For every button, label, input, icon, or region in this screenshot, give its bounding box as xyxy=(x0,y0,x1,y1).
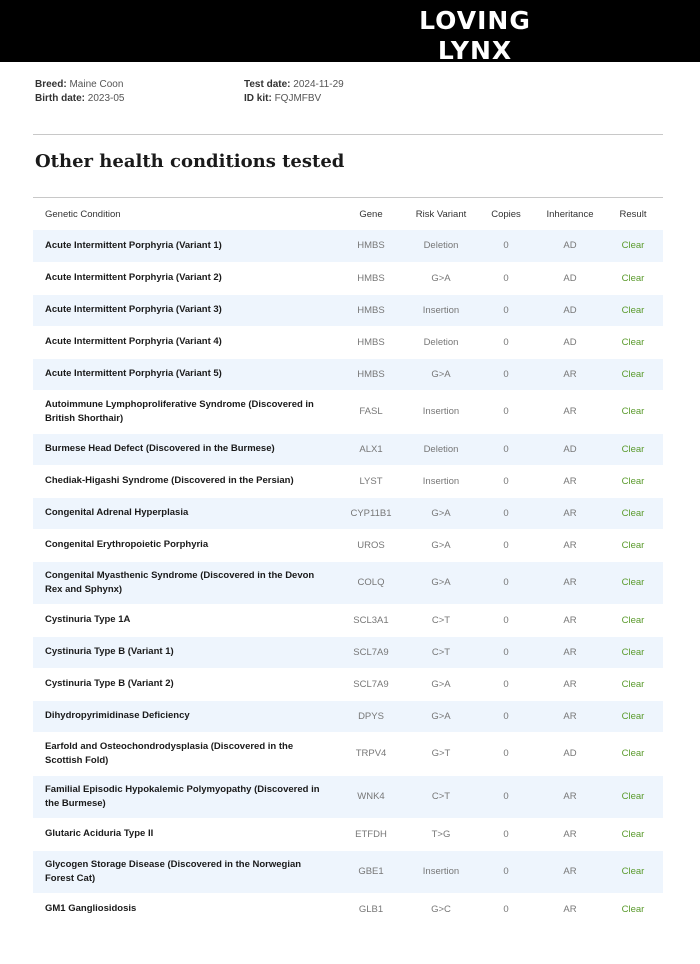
result-cell: Clear xyxy=(603,893,663,925)
risk-variant-cell: G>A xyxy=(407,497,475,529)
inheritance-cell: AR xyxy=(537,818,603,850)
condition-cell: Burmese Head Defect (Discovered in the Burmese) xyxy=(33,433,335,465)
table-row xyxy=(33,497,663,529)
condition-cell: Dihydropyrimidinase Deficiency xyxy=(33,700,335,732)
result-cell: Clear xyxy=(603,732,663,775)
inheritance-cell: AD xyxy=(537,230,603,262)
table-row xyxy=(33,700,663,732)
breed-line xyxy=(35,78,124,92)
risk-variant-cell: G>A xyxy=(407,700,475,732)
condition-cell: Congenital Myasthenic Syndrome (Discovered in the Devon Rex and Sphynx) xyxy=(33,561,335,604)
table-header-row xyxy=(33,198,663,230)
inheritance-cell: AR xyxy=(537,775,603,818)
gene-cell: COLQ xyxy=(335,561,407,604)
condition-cell: Familial Episodic Hypokalemic Polymyopathy (Discovered in the Burmese) xyxy=(33,775,335,818)
inheritance-cell: AD xyxy=(537,294,603,326)
risk-variant-cell: G>A xyxy=(407,668,475,700)
copies-cell: 0 xyxy=(475,230,537,262)
risk-variant-cell: G>A xyxy=(407,529,475,561)
copies-cell: 0 xyxy=(475,497,537,529)
result-cell: Clear xyxy=(603,433,663,465)
gene-cell: HMBS xyxy=(335,230,407,262)
risk-variant-cell: C>T xyxy=(407,775,475,818)
meta-right xyxy=(244,78,344,106)
risk-variant-cell: Insertion xyxy=(407,850,475,893)
health-conditions-table xyxy=(33,197,663,926)
table-row xyxy=(33,732,663,775)
table-row xyxy=(33,358,663,390)
condition-cell: Acute Intermittent Porphyria (Variant 1) xyxy=(33,230,335,262)
result-cell: Clear xyxy=(603,668,663,700)
risk-variant-cell: G>A xyxy=(407,358,475,390)
inheritance-cell: AR xyxy=(537,893,603,925)
inheritance-cell: AR xyxy=(537,668,603,700)
result-cell: Clear xyxy=(603,326,663,358)
result-cell: Clear xyxy=(603,497,663,529)
inheritance-cell: AR xyxy=(537,604,603,636)
risk-variant-cell: G>A xyxy=(407,561,475,604)
copies-cell: 0 xyxy=(475,262,537,294)
condition-cell: Acute Intermittent Porphyria (Variant 3) xyxy=(33,294,335,326)
header-condition: Genetic Condition xyxy=(45,208,121,220)
result-cell: Clear xyxy=(603,604,663,636)
condition-cell: Cystinuria Type 1A xyxy=(33,604,335,636)
inheritance-cell: AD xyxy=(537,433,603,465)
kit-id-value: FQJMFBV xyxy=(274,93,322,104)
table-row xyxy=(33,230,663,262)
condition-cell: GM1 Gangliosidosis xyxy=(33,893,335,925)
table-row xyxy=(33,893,663,925)
copies-cell: 0 xyxy=(475,668,537,700)
table-row xyxy=(33,850,663,893)
birth-label: Birth date: xyxy=(35,93,85,104)
gene-cell: FASL xyxy=(335,390,407,433)
gene-cell: GBE1 xyxy=(335,850,407,893)
copies-cell: 0 xyxy=(475,433,537,465)
condition-cell: Autoimmune Lymphoproliferative Syndrome (Discovered in British Shorthair) xyxy=(33,390,335,433)
inheritance-cell: AD xyxy=(537,326,603,358)
table-row xyxy=(33,465,663,497)
result-cell: Clear xyxy=(603,465,663,497)
test-date-line xyxy=(244,78,344,92)
risk-variant-cell: Insertion xyxy=(407,390,475,433)
birth-value: 2023-05 xyxy=(87,93,125,104)
result-cell: Clear xyxy=(603,561,663,604)
brand-title: LOVING LYNX xyxy=(419,6,531,65)
result-cell: Clear xyxy=(603,700,663,732)
gene-cell: HMBS xyxy=(335,358,407,390)
result-cell: Clear xyxy=(603,850,663,893)
gene-cell: SCL3A1 xyxy=(335,604,407,636)
table-row xyxy=(33,561,663,604)
condition-cell: Cystinuria Type B (Variant 1) xyxy=(33,636,335,668)
table-row xyxy=(33,390,663,433)
condition-cell: Acute Intermittent Porphyria (Variant 2) xyxy=(33,262,335,294)
inheritance-cell: AR xyxy=(537,850,603,893)
risk-variant-cell: Insertion xyxy=(407,294,475,326)
risk-variant-cell: C>T xyxy=(407,636,475,668)
condition-cell: Glycogen Storage Disease (Discovered in the Norwegian Forest Cat) xyxy=(33,850,335,893)
risk-variant-cell: G>A xyxy=(407,262,475,294)
condition-cell: Chediak-Higashi Syndrome (Discovered in the Persian) xyxy=(33,465,335,497)
result-cell: Clear xyxy=(603,294,663,326)
gene-cell: ETFDH xyxy=(335,818,407,850)
result-cell: Clear xyxy=(603,262,663,294)
condition-cell: Acute Intermittent Porphyria (Variant 4) xyxy=(33,326,335,358)
section-title: Other health conditions tested xyxy=(35,151,345,172)
header-risk-variant: Risk Variant xyxy=(415,208,467,220)
inheritance-cell: AR xyxy=(537,561,603,604)
risk-variant-cell: Insertion xyxy=(407,465,475,497)
copies-cell: 0 xyxy=(475,700,537,732)
result-cell: Clear xyxy=(603,529,663,561)
risk-variant-cell: Deletion xyxy=(407,433,475,465)
gene-cell: SCL7A9 xyxy=(335,636,407,668)
gene-cell: HMBS xyxy=(335,294,407,326)
breed-label: Breed: xyxy=(35,79,67,90)
inheritance-cell: AD xyxy=(537,732,603,775)
result-cell: Clear xyxy=(603,390,663,433)
gene-cell: ALX1 xyxy=(335,433,407,465)
gene-cell: HMBS xyxy=(335,326,407,358)
copies-cell: 0 xyxy=(475,390,537,433)
gene-cell: GLB1 xyxy=(335,893,407,925)
brand-logo xyxy=(378,6,572,85)
kit-id-line xyxy=(244,92,344,106)
table-row xyxy=(33,529,663,561)
copies-cell: 0 xyxy=(475,529,537,561)
table-row xyxy=(33,668,663,700)
test-date-label: Test date: xyxy=(244,79,291,90)
copies-cell: 0 xyxy=(475,775,537,818)
copies-cell: 0 xyxy=(475,326,537,358)
result-cell: Clear xyxy=(603,775,663,818)
header-gene: Gene xyxy=(359,208,383,220)
kit-id-label: ID kit: xyxy=(244,93,272,104)
table-row xyxy=(33,294,663,326)
inheritance-cell: AR xyxy=(537,529,603,561)
meta-left xyxy=(35,78,124,106)
inheritance-cell: AR xyxy=(537,358,603,390)
table-row xyxy=(33,636,663,668)
inheritance-cell: AD xyxy=(537,262,603,294)
table-row xyxy=(33,818,663,850)
gene-cell: SCL7A9 xyxy=(335,668,407,700)
condition-cell: Congenital Erythropoietic Porphyria xyxy=(33,529,335,561)
result-cell: Clear xyxy=(603,636,663,668)
condition-cell: Cystinuria Type B (Variant 2) xyxy=(33,668,335,700)
condition-cell: Earfold and Osteochondrodysplasia (Discovered in the Scottish Fold) xyxy=(33,732,335,775)
gene-cell: HMBS xyxy=(335,262,407,294)
inheritance-cell: AR xyxy=(537,636,603,668)
risk-variant-cell: C>T xyxy=(407,604,475,636)
header-result: Result xyxy=(619,208,647,220)
copies-cell: 0 xyxy=(475,465,537,497)
gene-cell: TRPV4 xyxy=(335,732,407,775)
copies-cell: 0 xyxy=(475,818,537,850)
table-body xyxy=(33,230,663,925)
result-cell: Clear xyxy=(603,358,663,390)
copies-cell: 0 xyxy=(475,561,537,604)
brand-subtitle: Maine Coons xyxy=(407,66,543,86)
copies-cell: 0 xyxy=(475,604,537,636)
condition-cell: Glutaric Aciduria Type II xyxy=(33,818,335,850)
copies-cell: 0 xyxy=(475,294,537,326)
inheritance-cell: AR xyxy=(537,497,603,529)
copies-cell: 0 xyxy=(475,358,537,390)
result-cell: Clear xyxy=(603,818,663,850)
table-row xyxy=(33,775,663,818)
risk-variant-cell: Deletion xyxy=(407,230,475,262)
table-row xyxy=(33,262,663,294)
copies-cell: 0 xyxy=(475,893,537,925)
condition-cell: Congenital Adrenal Hyperplasia xyxy=(33,497,335,529)
table-row xyxy=(33,433,663,465)
header-inheritance: Inheritance xyxy=(546,208,594,220)
header-copies: Copies xyxy=(491,208,521,220)
risk-variant-cell: Deletion xyxy=(407,326,475,358)
inheritance-cell: AR xyxy=(537,465,603,497)
test-date-value: 2024-11-29 xyxy=(293,79,344,90)
breed-value: Maine Coon xyxy=(69,79,124,90)
gene-cell: WNK4 xyxy=(335,775,407,818)
copies-cell: 0 xyxy=(475,850,537,893)
risk-variant-cell: G>T xyxy=(407,732,475,775)
risk-variant-cell: T>G xyxy=(407,818,475,850)
gene-cell: DPYS xyxy=(335,700,407,732)
risk-variant-cell: G>C xyxy=(407,893,475,925)
birth-line xyxy=(35,92,124,106)
inheritance-cell: AR xyxy=(537,700,603,732)
gene-cell: CYP11B1 xyxy=(335,497,407,529)
inheritance-cell: AR xyxy=(537,390,603,433)
copies-cell: 0 xyxy=(475,636,537,668)
gene-cell: UROS xyxy=(335,529,407,561)
result-cell: Clear xyxy=(603,230,663,262)
gene-cell: LYST xyxy=(335,465,407,497)
copies-cell: 0 xyxy=(475,732,537,775)
table-row xyxy=(33,604,663,636)
table-row xyxy=(33,326,663,358)
condition-cell: Acute Intermittent Porphyria (Variant 5) xyxy=(33,358,335,390)
section-divider xyxy=(33,134,663,135)
